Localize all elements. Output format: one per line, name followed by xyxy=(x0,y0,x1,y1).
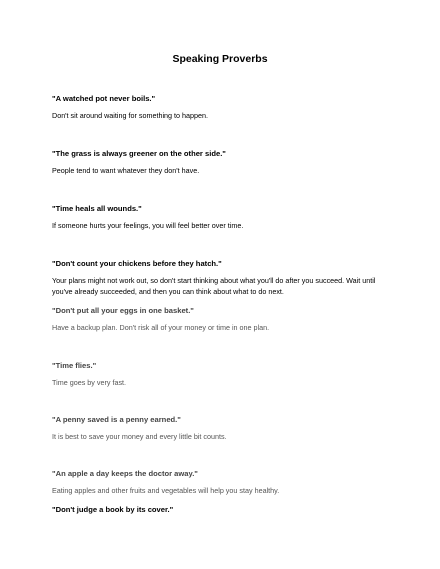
proverb-text: "Time flies." xyxy=(52,361,97,370)
proverb-entry xyxy=(52,505,392,515)
proverb-meaning: Have a backup plan. Don't risk all of your money or time in one plan. xyxy=(52,323,270,332)
proverb-meaning: Don't sit around waiting for something to happen. xyxy=(52,111,208,120)
proverb-text: "The grass is always greener on the other side." xyxy=(52,149,226,158)
proverb-meaning: It is best to save your money and every little bit counts. xyxy=(52,432,227,441)
proverb-text: "An apple a day keeps the doctor away." xyxy=(52,469,198,478)
proverb-entry xyxy=(52,415,392,443)
document-title: Speaking Proverbs xyxy=(172,53,268,65)
proverb-meaning: Time goes by very fast. xyxy=(52,378,127,387)
proverb-entry xyxy=(52,149,392,177)
proverb-meaning: Your plans might not work out, so don't start thinking about what you'll do after you succeed. Wait until you've already succeeded, and then you can think about what to do next. xyxy=(52,276,376,296)
proverb-text: "Don't count your chickens before they hatch." xyxy=(52,259,222,268)
proverb-entry xyxy=(52,94,392,122)
proverb-entry xyxy=(52,306,392,334)
proverb-text: "Time heals all wounds." xyxy=(52,204,142,213)
proverb-text: "A watched pot never boils." xyxy=(52,94,156,103)
proverb-meaning: Eating apples and other fruits and vegetables will help you stay healthy. xyxy=(52,486,280,495)
proverb-text: "A penny saved is a penny earned." xyxy=(52,415,181,424)
proverb-entry xyxy=(52,469,392,497)
proverb-entry xyxy=(52,361,392,389)
proverb-entry xyxy=(52,259,392,297)
proverb-meaning: People tend to want whatever they don't have. xyxy=(52,166,200,175)
proverb-text: "Don't judge a book by its cover." xyxy=(52,505,174,514)
proverb-text: "Don't put all your eggs in one basket." xyxy=(52,306,194,315)
proverb-entry xyxy=(52,204,392,232)
proverb-meaning: If someone hurts your feelings, you will feel better over time. xyxy=(52,221,244,230)
